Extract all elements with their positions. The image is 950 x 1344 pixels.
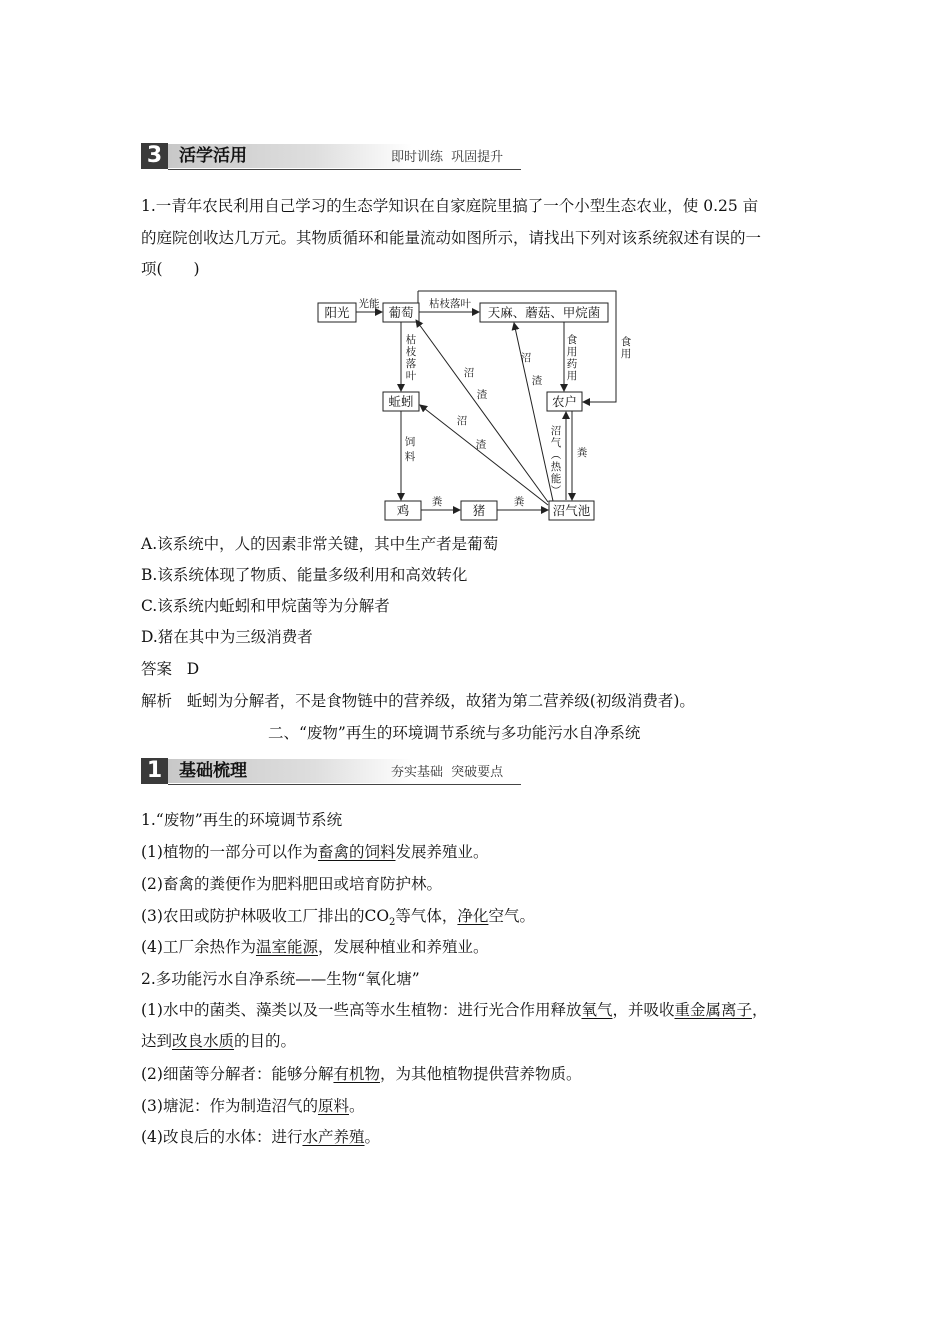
- label-edible-medicinal-1: 用: [566, 346, 578, 358]
- label-manure-3: 粪: [576, 447, 588, 459]
- text: (3)塘泥：作为制造沼气的: [141, 1097, 318, 1115]
- analysis-line: [141, 691, 695, 711]
- label-manure-2: 粪: [513, 496, 525, 508]
- answer-blank: 水产养殖: [302, 1128, 365, 1146]
- section-number: 1: [141, 758, 168, 784]
- text: 的目的。: [234, 1032, 297, 1050]
- answer-label: 答案: [141, 660, 173, 678]
- header-rule: [168, 169, 521, 170]
- label-residue2-1: 渣: [475, 439, 487, 451]
- point-1-3: [141, 906, 535, 933]
- answer-blank: 重金属离子: [674, 1001, 753, 1019]
- answer-blank: 畜禽的饲料: [317, 843, 396, 861]
- answer-blank: 氧气: [581, 1001, 613, 1019]
- answer-blank: 改良水质: [172, 1032, 235, 1050]
- point-1-1: [141, 842, 489, 862]
- answer-blank: 净化: [457, 907, 489, 925]
- label-manure-1: 粪: [431, 496, 443, 508]
- answer-line: [141, 659, 199, 679]
- option-b: B.该系统体现了物质、能量多级利用和高效转化: [141, 566, 468, 584]
- section-title: 基础梳理: [179, 761, 247, 781]
- point-2-4: [141, 1127, 380, 1147]
- label-residue1-1: 渣: [476, 389, 488, 401]
- answer-blank: 温室能源: [255, 938, 318, 956]
- question-line-1: 1.一青年农民利用自己学习的生态学知识在自家庭院里搞了一个小型生态农业，使 0.25 亩: [141, 197, 759, 215]
- part2-title: 二、“废物”再生的环境调节系统与多功能污水自净系统: [268, 724, 641, 742]
- label-branches-leaves-v-2: 落: [405, 358, 417, 370]
- question-line-3: 项( ): [141, 260, 200, 278]
- point-2-3: [141, 1096, 365, 1116]
- label-edible-medicinal-0: 食: [566, 334, 578, 346]
- label-biogas-heat-4: 能: [550, 473, 562, 485]
- text: ，并吸收: [612, 1001, 675, 1019]
- text: 达到: [141, 1032, 173, 1050]
- text: (1)植物的一部分可以作为: [141, 843, 318, 861]
- option-a: A.该系统中，人的因素非常关键，其中生产者是葡萄: [141, 535, 499, 553]
- label-edible-0: 食: [620, 336, 632, 348]
- label-feed-1: 料: [404, 451, 416, 463]
- point-2-1: [141, 1000, 768, 1020]
- label-residue3-1: 渣: [531, 375, 543, 387]
- node-fungi: 天麻、蘑菇、甲烷菌: [487, 305, 601, 320]
- node-farmer: 农户: [551, 394, 578, 409]
- analysis-text: 蚯蚓为分解者，不是食物链中的营养级，故猪为第二营养级(初级消费者)。: [186, 692, 695, 710]
- node-sunlight: 阳光: [324, 305, 350, 320]
- option-d: D.猪在其中为三级消费者: [141, 628, 313, 646]
- heading-2: 2.多功能污水自净系统——生物“氧化塘”: [141, 970, 420, 988]
- point-2-2: [141, 1064, 582, 1084]
- label-branches-leaves-v-3: 叶: [405, 370, 417, 382]
- point-2-1-cont: [141, 1031, 296, 1051]
- text: (3)农田或防护林吸收工厂排出的CO: [141, 907, 390, 925]
- label-residue2-0: 沼: [456, 415, 468, 427]
- label-biogas-heat-0: 沼: [550, 425, 562, 437]
- label-branches-leaves-h: 枯枝落叶: [429, 298, 471, 310]
- point-1-4: [141, 937, 489, 957]
- text: 。: [364, 1128, 380, 1146]
- text: (1)水中的菌类、藻类以及一些高等水生植物：进行光合作用释放: [141, 1001, 582, 1019]
- label-feed-0: 饲: [404, 436, 416, 448]
- answer-blank: 有机物: [333, 1065, 380, 1083]
- subscript: 2: [389, 917, 396, 929]
- section-number: 3: [141, 143, 168, 169]
- text: (4)工厂余热作为: [141, 938, 256, 956]
- section-header-practice: [141, 143, 521, 169]
- point-1-2: (2)畜禽的粪便作为肥料肥田或培育防护林。: [141, 875, 442, 893]
- header-rule: [168, 784, 521, 785]
- answer-value: D: [186, 660, 200, 678]
- label-edible-medicinal-2: 药: [566, 358, 578, 370]
- text: 空气。: [488, 907, 535, 925]
- text: ，为其他植物提供营养物质。: [379, 1065, 582, 1083]
- text: ，发展种植业和养殖业。: [317, 938, 489, 956]
- arrow-biogas-fungi: [514, 323, 553, 501]
- label-light-energy: 光能: [358, 298, 380, 310]
- label-edible-1: 用: [620, 348, 632, 360]
- section-subtitle: 即时训练 巩固提升: [391, 150, 504, 165]
- node-biogas-pool: 沼气池: [552, 503, 591, 518]
- label-biogas-heat-2: ︵: [550, 449, 562, 461]
- node-pig: 猪: [472, 503, 486, 518]
- text: 发展养殖业。: [395, 843, 489, 861]
- text: 等气体，: [395, 907, 458, 925]
- label-biogas-heat-1: 气: [550, 437, 562, 449]
- node-grape: 葡萄: [388, 305, 414, 320]
- arrow-biogas-grape: [416, 320, 548, 502]
- eco-agriculture-diagram: [316, 288, 646, 524]
- label-residue1-0: 沼: [463, 367, 475, 379]
- section-header-basics: [141, 758, 521, 784]
- node-chicken: 鸡: [396, 503, 410, 518]
- text: ，: [752, 1001, 768, 1019]
- label-branches-leaves-v-0: 枯: [405, 334, 417, 346]
- question-line-2: 的庭院创收达几万元。其物质循环和能量流动如图所示，请找出下列对该系统叙述有误的一: [141, 229, 762, 247]
- section-subtitle: 夯实基础 突破要点: [391, 765, 504, 780]
- section-title: 活学活用: [179, 146, 247, 166]
- label-biogas-heat-5: ︶: [550, 485, 562, 497]
- text: (4)改良后的水体：进行: [141, 1128, 303, 1146]
- label-edible-medicinal-3: 用: [566, 370, 578, 382]
- analysis-label: 解析: [141, 692, 173, 710]
- text: (2)细菌等分解者：能够分解: [141, 1065, 334, 1083]
- label-biogas-heat-3: 热: [550, 461, 562, 473]
- text: 。: [348, 1097, 365, 1115]
- label-residue3-0: 沼: [520, 352, 532, 364]
- node-earthworm: 蚯蚓: [388, 394, 414, 409]
- heading-1: 1.“废物”再生的环境调节系统: [141, 811, 343, 829]
- arrow-biogas-earthworm: [420, 405, 548, 505]
- answer-blank: 原料: [317, 1097, 349, 1115]
- label-branches-leaves-v-1: 枝: [405, 346, 417, 358]
- option-c: C.该系统内蚯蚓和甲烷菌等为分解者: [141, 597, 390, 615]
